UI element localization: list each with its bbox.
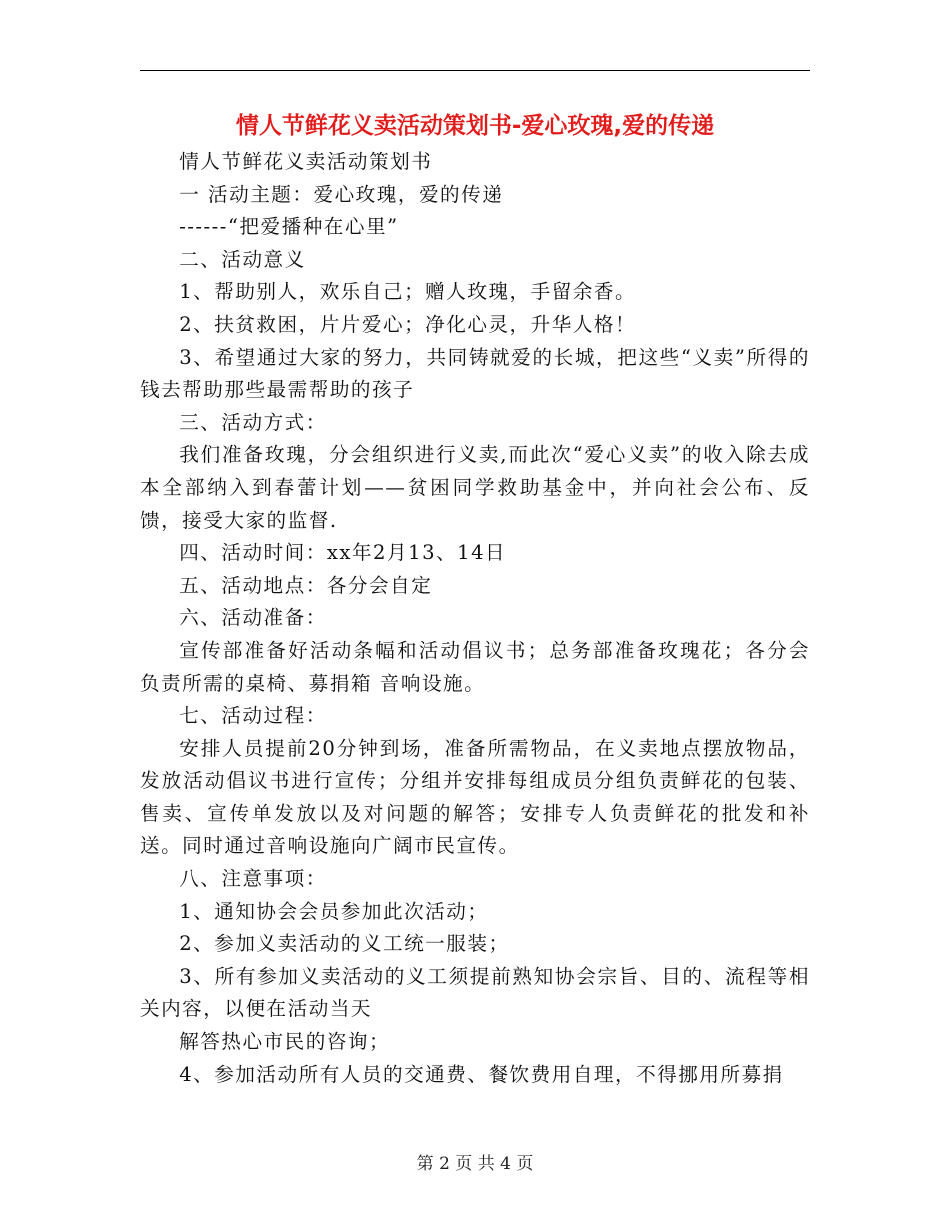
paragraph-preparation: 宣传部准备好活动条幅和活动倡议书；总务部准备玫瑰花；各分会负责所需的桌椅、募捐箱 音响设施。 [140, 638, 810, 695]
paragraph-location: 五、活动地点：各分会自定 [179, 573, 433, 597]
paragraph-note-2: 2、参加义卖活动的义工统一服装； [179, 932, 510, 956]
page-number-footer: 第 2 页 共 4 页 [416, 1154, 534, 1174]
paragraph-slogan: ------“把爱播种在心里” [179, 215, 399, 239]
paragraph-significance-3: 3、希望通过大家的努力，共同铸就爱的长城，把这些“义卖”所得的钱去帮助那些最需帮助的孩子 [140, 345, 810, 402]
paragraph-note-1: 1、通知协会会员参加此次活动； [179, 899, 489, 923]
header-rule [140, 70, 810, 71]
heading-notes: 八、注意事项： [179, 867, 327, 891]
document-title: 情人节鲜花义卖活动策划书-爱心玫瑰,爱的传递 [235, 113, 715, 139]
paragraph-note-3: 3、所有参加义卖活动的义工须提前熟知协会宗旨、目的、流程等相关内容，以便在活动当天 [140, 964, 810, 1021]
paragraph-note-3-cont: 解答热心市民的咨询； [179, 1030, 391, 1054]
paragraph-method: 我们准备玫瑰，分会组织进行义卖,而此次“爱心义卖”的收入除去成本全部纳入到春蕾计划——贫困同学救助基金中，并向社会公布、反馈，接受大家的监督. [140, 443, 810, 532]
paragraph-note-4: 4、参加活动所有人员的交通费、餐饮费用自理，不得挪用所募捐 [179, 1062, 784, 1086]
document-body [140, 146, 810, 1091]
heading-significance: 二、活动意义 [179, 247, 306, 271]
paragraph-doc-name: 情人节鲜花义卖活动策划书 [179, 150, 433, 173]
heading-method: 三、活动方式： [179, 410, 327, 434]
paragraph-significance-2: 2、扶贫救困，片片爱心；净化心灵，升华人格！ [179, 312, 637, 336]
paragraph-theme: 一 活动主题：爱心玫瑰，爱的传递 [179, 182, 504, 206]
heading-process: 七、活动过程： [179, 704, 327, 728]
paragraph-time: 四、活动时间：xx年2月13、14日 [179, 541, 507, 565]
heading-preparation: 六、活动准备： [179, 606, 327, 630]
paragraph-significance-1: 1、帮助别人，欢乐自己；赠人玫瑰，手留余香。 [179, 280, 637, 304]
paragraph-process: 安排人员提前20分钟到场，准备所需物品，在义卖地点摆放物品，发放活动倡议书进行宣传；分组并安排每组成员分组负责鲜花的包装、售卖、宣传单发放以及对问题的解答；安排专人负责鲜花的批发和补送。同时通过音响设施向广阔市民宣传。 [140, 736, 810, 858]
